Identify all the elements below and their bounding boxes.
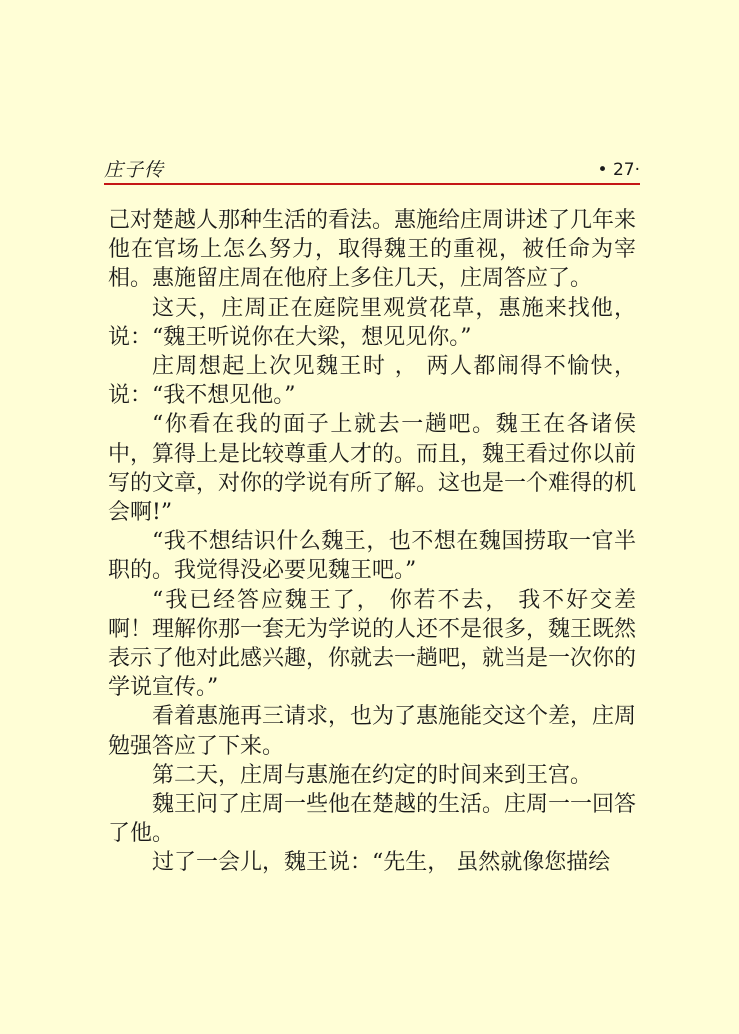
paragraph: 己对楚越人那种生活的看法。惠施给庄周讲述了几年来他在官场上怎么努力，取得魏王的重视，被任命为宰相。惠施留庄周在他府上多住几天，庄周答应了。 (108, 208, 637, 292)
paragraph: 庄周想起上次见魏王时 ， 两人都闹得不愉快，说：“我不想见他。” (108, 354, 636, 409)
paragraph: “我不想结识什么魏王，也不想在魏国捞取一官半职的。我觉得没必要见魏王吧。” (108, 529, 636, 584)
header-divider (104, 183, 640, 185)
paragraph: 第二天，庄周与惠施在约定的时间来到王宫。 (152, 762, 593, 788)
paragraph: “你看在我的面子上就去一趟吧。魏王在各诸侯中，算得上是比较尊重人才的。而且，魏王看过你以前写的文章，对你的学说有所了解。这也是一个难得的机会啊!” (108, 412, 637, 526)
book-title: 庄子传 (104, 159, 165, 181)
paragraph: 魏王问了庄周一些他在楚越的生活。庄周一一回答了他。 (108, 792, 637, 847)
paragraph: 这天，庄周正在庭院里观赏花草，惠施来找他，说：“魏王听说你在大梁，想见见你。” (108, 295, 636, 350)
paragraph: 过了一会儿，魏王说：“先生， 虽然就像您描绘 (152, 850, 611, 876)
paragraph: 看着惠施再三请求，也为了惠施能交这个差，庄周勉强答应了下来。 (108, 704, 637, 759)
running-header (104, 158, 640, 182)
page-body (108, 206, 636, 878)
paragraph: “我已经答应魏王了， 你若不去， 我不好交差啊！理解你那一套无为学说的人还不是很多，魏王既然表示了他对此感兴趣，你就去一趟吧，就当是一次你的学说宣传。” (108, 587, 637, 701)
page-number: • 27· (597, 160, 640, 180)
